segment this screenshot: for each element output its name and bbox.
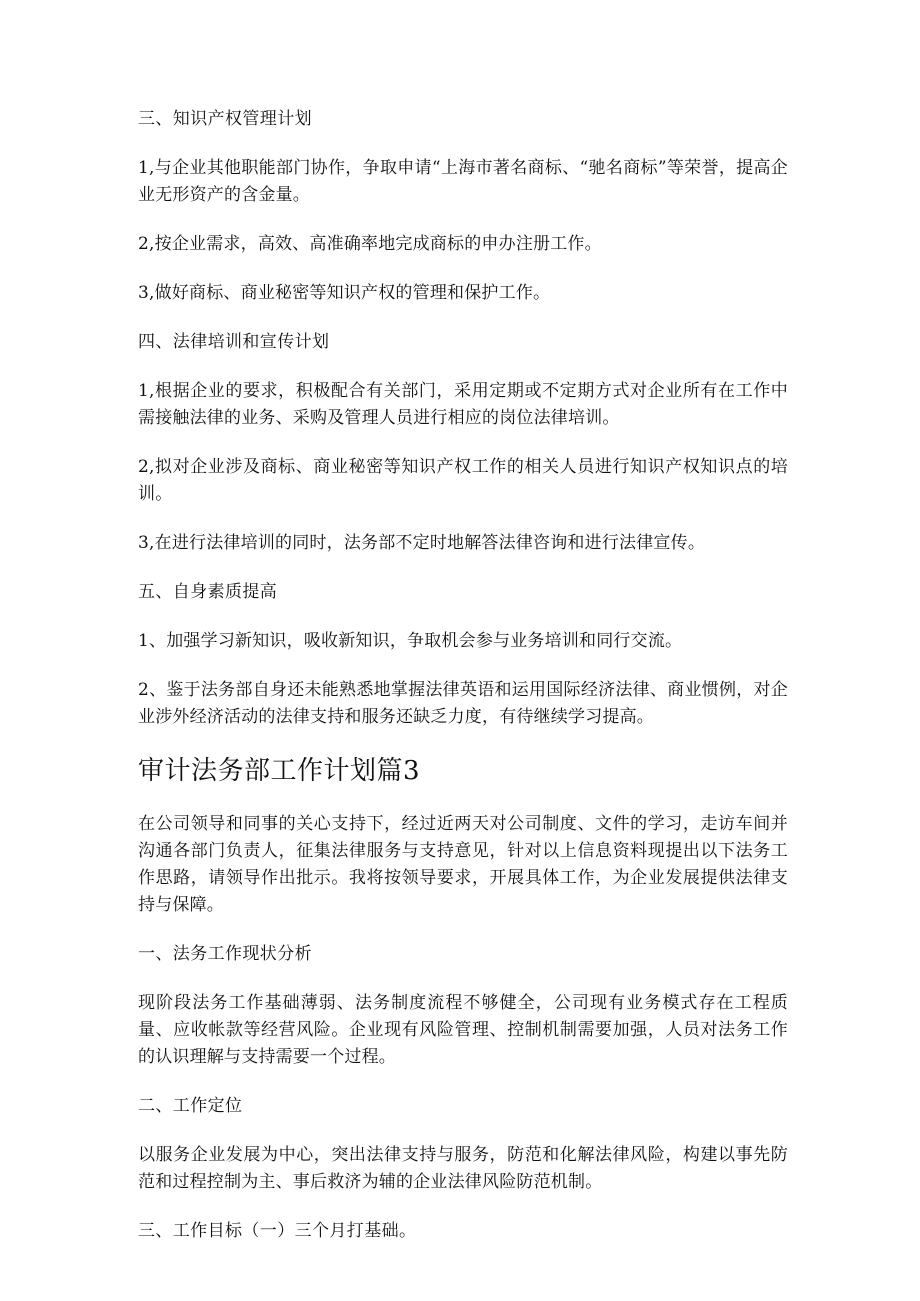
heading-work-goals: 三、工作目标（一）三个月打基础。 xyxy=(138,1221,417,1241)
paragraph-status-analysis: 现阶段法务工作基础薄弱、法务制度流程不够健全，公司现有业务模式存在工程质量、应收帐款等经营风险。企业现有风险管理、控制机制需要加强，人员对法务工作的认识理解与支持需要一个过程。 xyxy=(138,993,788,1067)
heading-status-analysis: 一、法务工作现状分析 xyxy=(138,944,312,964)
paragraph-intro: 在公司领导和同事的关心支持下，经过近两天对公司制度、文件的学习，走访车间并沟通各部门负责人，征集法律服务与支持意见，针对以上信息资料现提出以下法务工作思路，请领导作出批示。我将按领导要求，开展具体工作，为企业发展提供法律支持与保障。 xyxy=(138,814,788,915)
paragraph-improvement-1: 1、加强学习新知识，吸收新知识，争取机会参与业务培训和同行交流。 xyxy=(138,631,683,651)
paragraph-training-2: 2,拟对企业涉及商标、商业秘密等知识产权工作的相关人员进行知识产权知识点的培训。 xyxy=(138,457,788,504)
paragraph-work-positioning: 以服务企业发展为中心，突出法律支持与服务，防范和化解法律风险，构建以事先防范和过程控制为主、事后救济为辅的企业法律风险防范机制。 xyxy=(138,1145,788,1192)
paragraph-training-3: 3,在进行法律培训的同时，法务部不定时地解答法律咨询和进行法律宣传。 xyxy=(138,533,706,553)
heading-legal-training-plan: 四、法律培训和宣传计划 xyxy=(138,332,330,352)
heading-work-positioning: 二、工作定位 xyxy=(138,1096,243,1116)
document-body xyxy=(138,106,788,1267)
paragraph-training-1: 1,根据企业的要求，积极配合有关部门，采用定期或不定期方式对企业所有在工作中需接触法律的业务、采购及管理人员进行相应的岗位法律培训。 xyxy=(138,381,788,428)
paragraph-improvement-2: 2、鉴于法务部自身还未能熟悉地掌握法律英语和运用国际经济法律、商业惯例，对企业涉外经济活动的法律支持和服务还缺乏力度，有待继续学习提高。 xyxy=(138,680,788,727)
paragraph-ip-2: 2,按企业需求，高效、高准确率地完成商标的申办注册工作。 xyxy=(138,234,602,254)
paragraph-ip-1: 1,与企业其他职能部门协作，争取申请“上海市著名商标、“驰名商标”等荣誉，提高企业无形资产的含金量。 xyxy=(138,158,788,205)
section-title-plan-3: 审计法务部工作计划篇3 xyxy=(138,756,421,786)
heading-ip-management-plan: 三、知识产权管理计划 xyxy=(138,109,312,129)
heading-self-improvement: 五、自身素质提高 xyxy=(138,582,278,602)
paragraph-ip-3: 3,做好商标、商业秘密等知识产权的管理和保护工作。 xyxy=(138,283,551,303)
